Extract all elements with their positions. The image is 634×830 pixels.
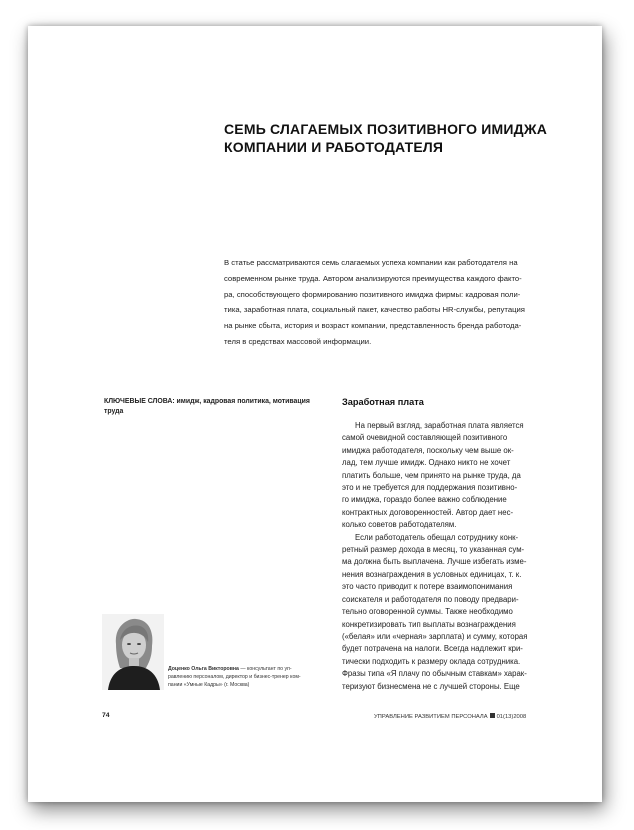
- body-line: будет потрачена на налоги. Всегда надлежит кри-: [342, 644, 523, 654]
- abstract-line: ра, способствующего формированию позитивного имиджа фирмы: кадровая поли-: [224, 289, 521, 299]
- keywords-label: КЛЮЧЕВЫЕ СЛОВА:: [104, 398, 175, 405]
- body-line: тельно оговоренной суммы. Также необходимо: [342, 607, 513, 617]
- body-line: контрактных договоренностей. Автор дает нес-: [342, 507, 514, 517]
- abstract-line: современном рынке труда. Автором анализируются преимущества каждого факто-: [224, 273, 522, 283]
- body-line: Фразы типа «Я плачу по обычным ставкам» харак-: [342, 669, 527, 679]
- article-title: [224, 120, 584, 156]
- abstract-line: тика, заработная плата, социальный пакет, качество работы HR-службы, репутация: [224, 305, 525, 315]
- abstract-line: теля в средствах массовой информации.: [224, 336, 372, 346]
- body-line: это и не требуется для поддержания позитивно-: [342, 483, 518, 493]
- author-photo: [102, 614, 164, 690]
- square-bullet-icon: [490, 713, 495, 718]
- journal-footer: [374, 713, 526, 720]
- journal-issue: 01(13)2008: [496, 714, 527, 720]
- magazine-page: [28, 26, 602, 802]
- body-line: колько советов работодателям.: [342, 520, 457, 530]
- page-number: 74: [102, 712, 110, 719]
- body-line: самой очевидной составляющей позитивного: [342, 433, 508, 443]
- body-line: нения вознаграждения в условных единицах, т. к.: [342, 569, 522, 579]
- keywords-text: имидж, кадровая политика, мотивация труда: [104, 398, 310, 415]
- body-line: тически подходить к размеру оклада сотрудника.: [342, 656, 521, 666]
- body-line: это часто приводит к потере взаимопонимания: [342, 582, 513, 592]
- journal-name: УПРАВЛЕНИЕ РАЗВИТИЕМ ПЕРСОНАЛА: [374, 714, 488, 720]
- author-line-2: равлению персоналом, директор и бизнес-тренер ком-: [168, 674, 301, 680]
- body-line: («белая» или «черная» зарплата) и сумму, которая: [342, 631, 528, 641]
- article-title-line-2: КОМПАНИИ И РАБОТОДАТЕЛЯ: [224, 139, 444, 155]
- body-line: конкретизировать тип выплаты вознаграждения: [342, 619, 516, 629]
- body-line: ретный размер дохода в месяц, то указанная сум-: [342, 545, 525, 555]
- body-line: платить больше, чем принято на рынке труда, да: [342, 470, 521, 480]
- body-line: соискателя и работодателя по поводу предвари-: [342, 594, 519, 604]
- author-line-3: пании «Умные Кадры» (г. Москва): [168, 682, 250, 688]
- article-abstract: [224, 255, 589, 350]
- body-line: лад, тем лучше имидж. Однако никто не хочет: [342, 458, 511, 468]
- article-title-line-1: СЕМЬ СЛАГАЕМЫХ ПОЗИТИВНОГО ИМИДЖА: [224, 121, 548, 137]
- abstract-line: на рынке сбыта, история и возраст компании, представленность бренда работода-: [224, 321, 522, 331]
- body-line: ма должна быть выплачена. Лучше избегать изме-: [342, 557, 527, 567]
- section-body: [342, 420, 587, 693]
- abstract-line: В статье рассматриваются семь слагаемых успеха компании как работодателя на: [224, 258, 518, 267]
- author-name: Доценко Ольга Викторовна: [168, 666, 239, 672]
- body-line: На первый взгляд, заработная плата является: [355, 421, 524, 430]
- body-line: имиджа работодателя, поскольку чем выше ок-: [342, 445, 514, 455]
- body-line: теризуют бизнесмена не с лучшей стороны. Еще: [342, 681, 520, 691]
- body-line: го имиджа, гораздо более важно соблюдение: [342, 495, 507, 505]
- author-portrait-image: [102, 614, 164, 690]
- section-heading: Заработная плата: [342, 397, 424, 407]
- author-info: [168, 665, 324, 689]
- body-line: Если работодатель обещал сотруднику конк-: [355, 532, 519, 542]
- keywords-block: [104, 397, 326, 416]
- author-line-1: [168, 665, 324, 673]
- author-role-part-1: — консультант по уп-: [238, 666, 292, 672]
